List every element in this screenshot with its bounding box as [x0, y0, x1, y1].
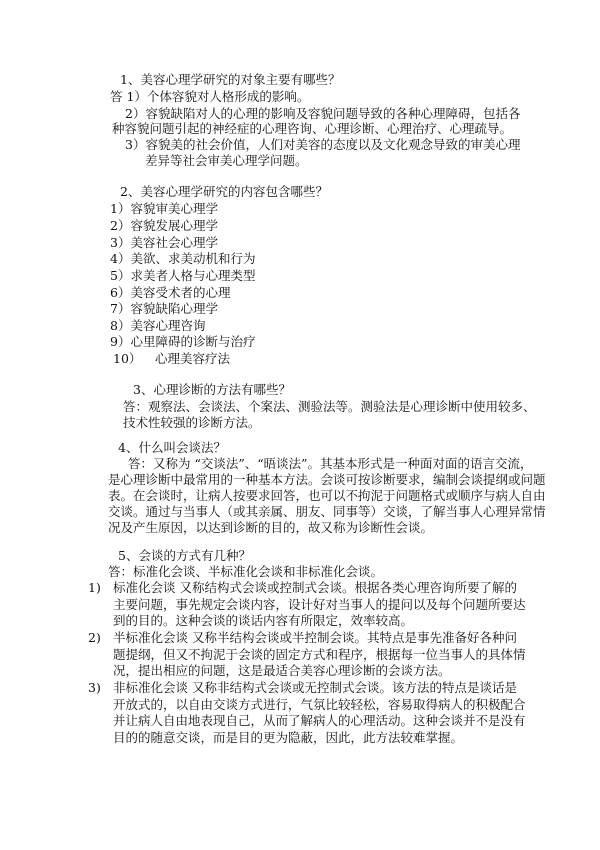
q4-answer-line: 是心理诊断中最常用的一种基本方法。会谈可按诊断要求，编制会谈提纲或问题 — [108, 472, 546, 487]
q1-answer-2-line2: 种容貌问题引起的神经症的心理咨询、心理诊断、心理治疗、心理疏导。 — [112, 121, 513, 136]
q2-item-10-number: 10） — [113, 351, 142, 366]
q5-sub2-line: 况，提出相应的问题，这是最适合美容心理诊断的会谈方法。 — [113, 663, 451, 678]
q3-answer-line2: 技术性较强的诊断方法。 — [123, 415, 261, 430]
q2-item: 7）容貌缺陷心理学 — [110, 301, 218, 316]
q4-answer-line: 表。在会谈时，让病人按要求回答，也可以不拘泥于问题格式或顺序与病人自由 — [108, 488, 546, 503]
q5-sub3-line: 并让病人自由地表现自己，从而了解病人的心理活动。这种会谈并不是没有 — [113, 713, 526, 728]
q1-answer-1: 答 1）个体容貌对人格形成的影响。 — [110, 89, 310, 104]
q2-item: 4）美欲、求美动机和行为 — [110, 251, 256, 266]
q5-sub2-line: 题提纲，但又不拘泥于会谈的固定方式和程序，根据每一位当事人的具体情 — [113, 647, 526, 662]
q2-item: 6）美容受术者的心理 — [110, 285, 231, 300]
q2-item: 9）心里障碍的诊断与治疗 — [110, 334, 256, 349]
q2-item: 2）容貌发展心理学 — [110, 218, 218, 233]
q1-title: 1、美容心理学研究的对象主要有哪些？ — [120, 72, 341, 87]
q1-answer-2-line1: 2）容貌缺陷对人的心理的影响及容貌问题导致的各种心理障碍，包括各 — [125, 106, 521, 121]
q5-sub1-number: 1) — [88, 580, 101, 595]
q5-sub1-line: 主要问题，事先规定会谈内容，设计好对当事人的提问以及每个问题所要达 — [113, 597, 526, 612]
q5-sub1-line: 到的目的。这种会谈的谈话内容有所限定，效率较高。 — [113, 613, 414, 628]
q2-item: 5）求美者人格与心理类型 — [110, 268, 256, 283]
q4-answer-line: 答：又称为 “交谈法”、“晤谈法”。其基本形式是一种面对面的语言交流， — [128, 456, 533, 471]
q5-title: 5、会谈的方式有几种？ — [118, 548, 251, 563]
q5-sub2-number: 2) — [88, 630, 101, 645]
q2-title: 2、美容心理学研究的内容包含哪些？ — [120, 184, 328, 199]
q2-item-10-text: 心理美容疗法 — [155, 351, 231, 366]
q1-answer-3-line1: 3）容貌美的社会价值，人们对美容的态度以及文化观念导致的审美心理 — [125, 137, 521, 152]
q1-answer-3-line2: 差异等社会审美心理学问题。 — [145, 153, 308, 168]
q5-sub1-line: 标准化会谈 又称结构式会谈或控制式会谈。根据各类心理咨询所要了解的 — [113, 580, 517, 595]
q4-answer-line: 交谈。通过与当事人（或其亲属、朋友、同事等）交谈，了解当事人心理异常情 — [108, 504, 546, 519]
q3-title: 3、心理诊断的方法有哪些？ — [133, 382, 291, 397]
q5-sub3-number: 3) — [88, 680, 101, 695]
q2-item: 8）美容心理咨询 — [110, 318, 206, 333]
q5-answer: 答：标准化会谈、半标准化会谈和非标准化会谈。 — [108, 564, 384, 579]
q5-sub3-line: 开放式的，以自由交谈方式进行，气氛比较轻松，容易取得病人的积极配合 — [113, 697, 526, 712]
q2-item: 3）美容社会心理学 — [110, 235, 218, 250]
q2-item: 1）容貌审美心理学 — [110, 201, 218, 216]
q5-sub2-line: 半标准化会谈 又称半结构会谈或半控制会谈。其特点是事先准备好各种问 — [113, 630, 517, 645]
q5-sub3-line: 目的的随意交谈，而是目的更为隐蔽，因此，此方法较难掌握。 — [113, 730, 464, 745]
q5-sub3-line: 非标准化会谈 又称非结构式会谈或无控制式会谈。该方法的特点是谈话是 — [113, 680, 517, 695]
q4-title: 4、什么叫会谈法？ — [118, 440, 226, 455]
q4-answer-line: 况及产生原因，以达到诊断的目的，故又称为诊断性会谈。 — [108, 520, 434, 535]
q3-answer-line1: 答：观察法、会谈法、个案法、测验法等。测验法是心理诊断中使用较多、 — [123, 399, 536, 414]
